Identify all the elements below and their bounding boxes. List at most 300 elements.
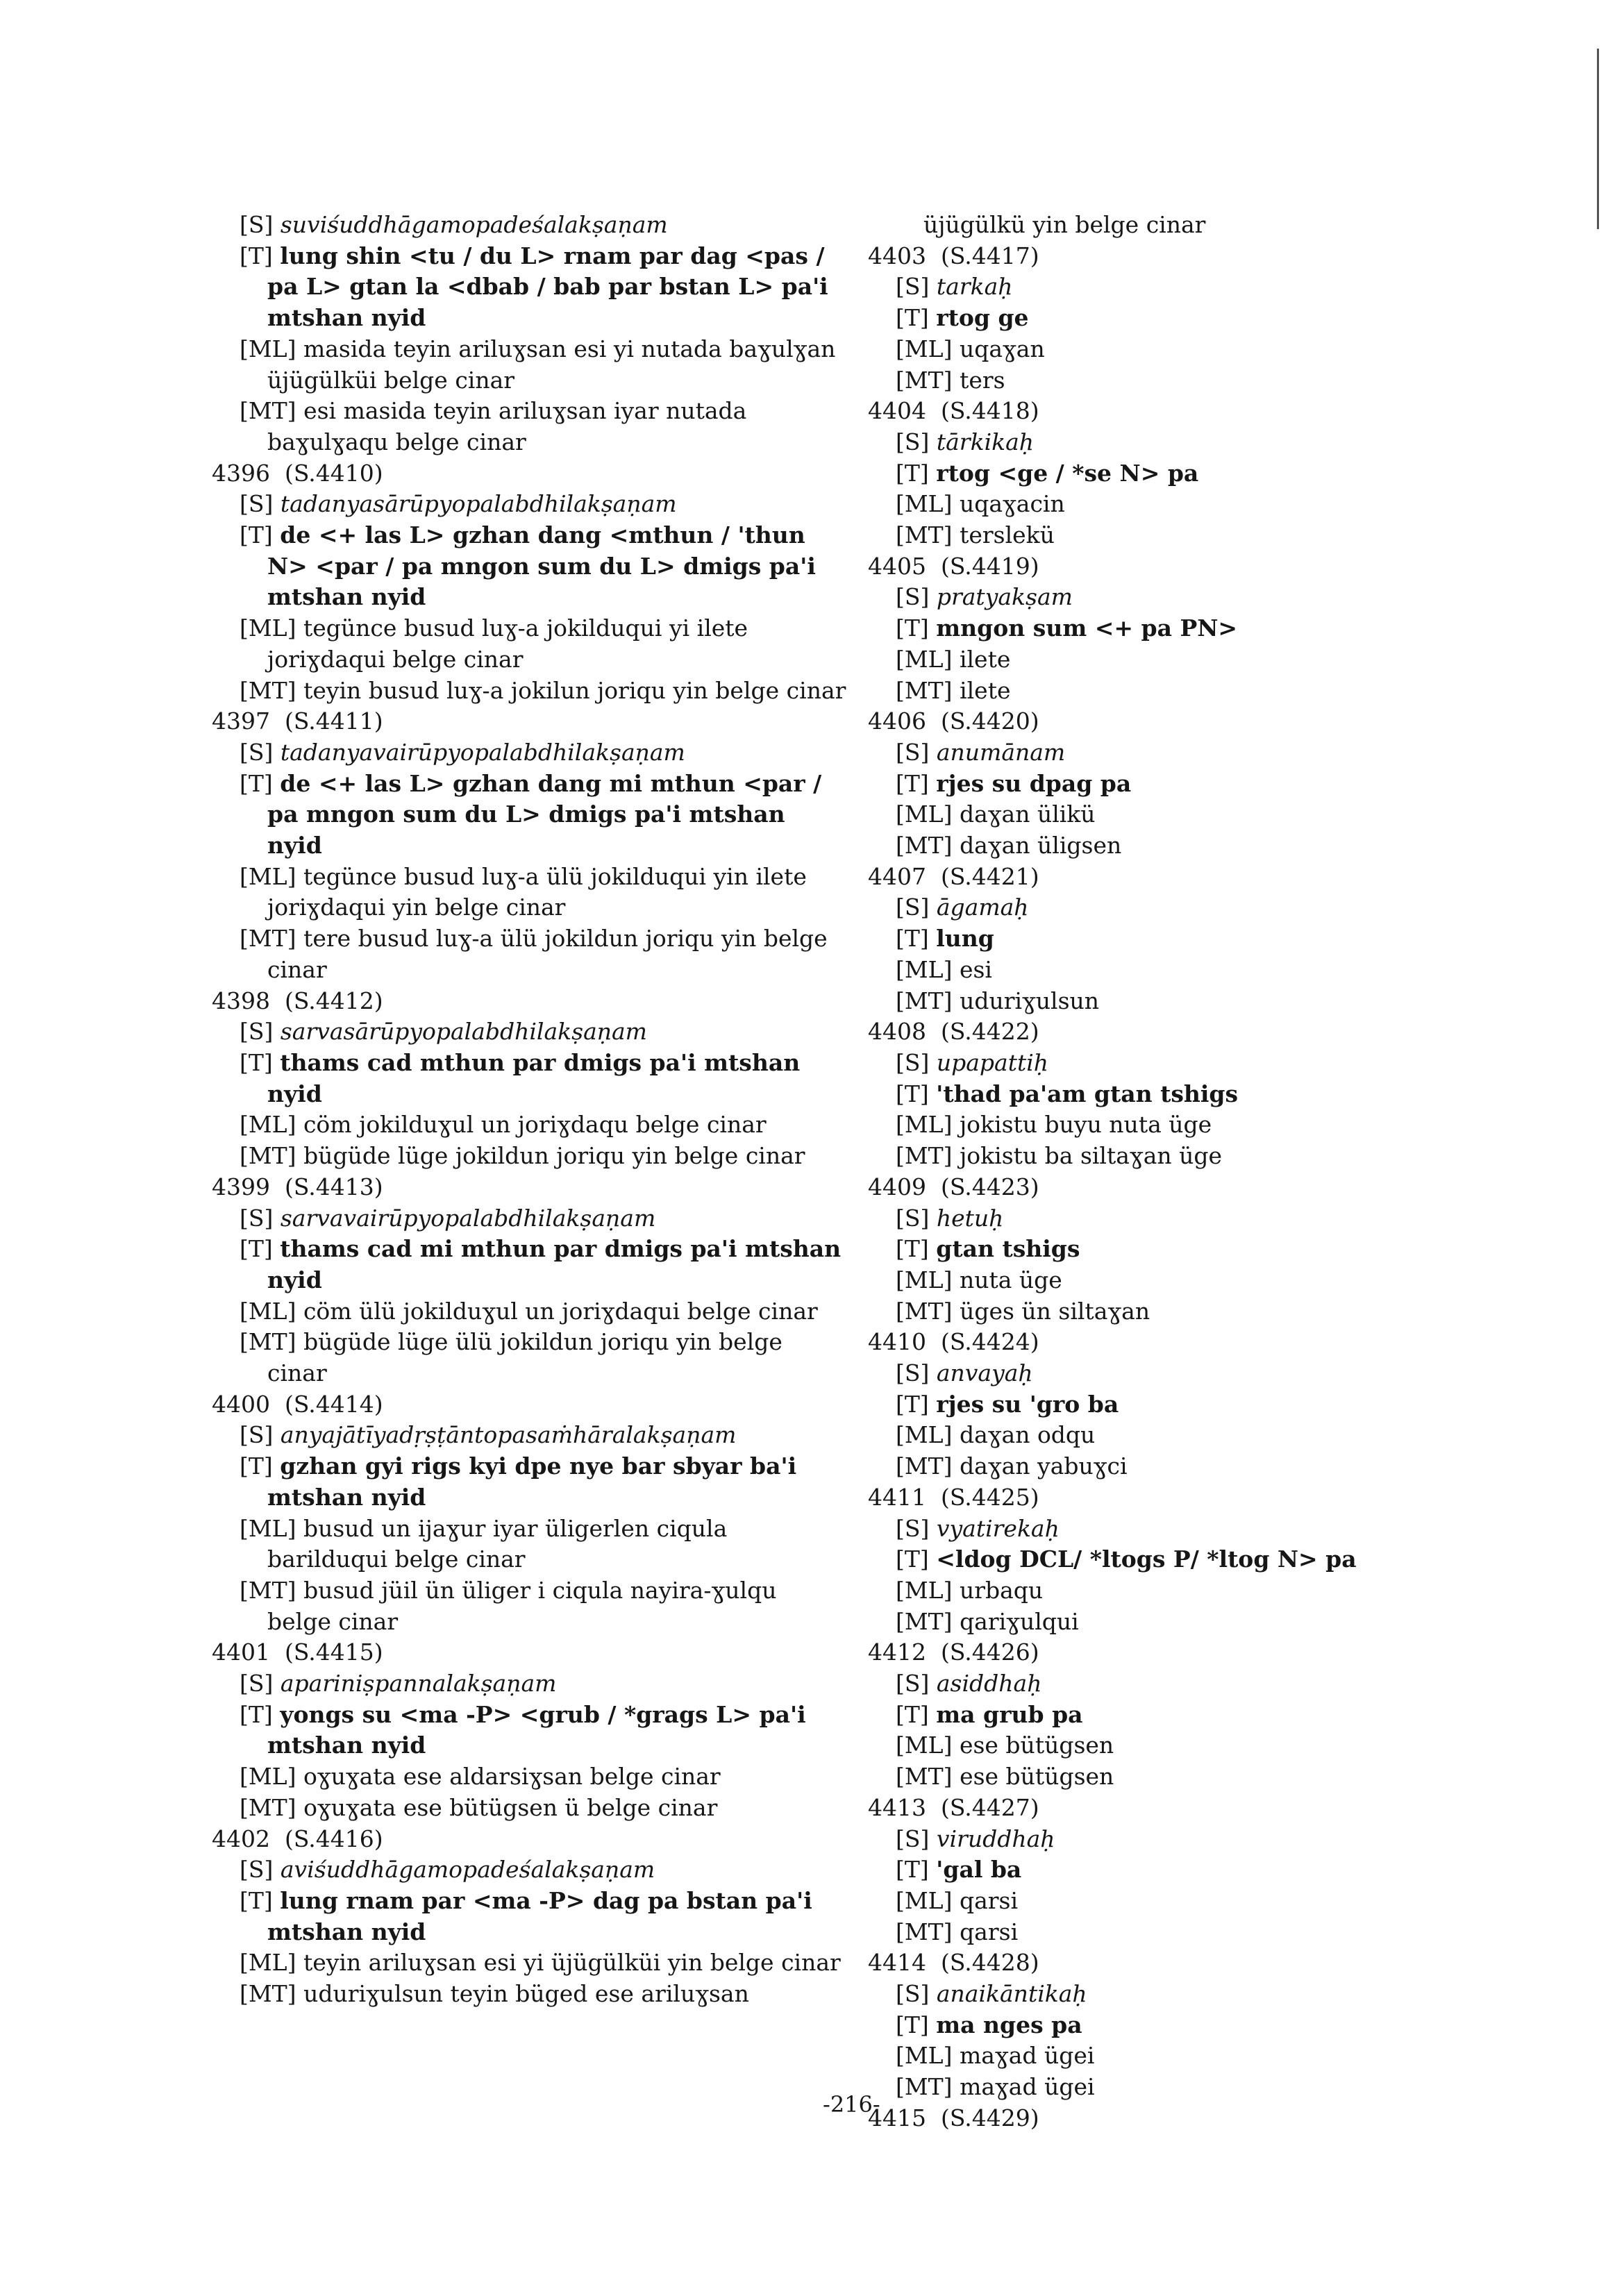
mongolian-term: esi xyxy=(959,955,992,983)
language-tag: [ML] xyxy=(896,1111,953,1139)
mongolian-term: cöm ülü jokilduɣul un joriɣdaqui belge cinar xyxy=(303,1297,818,1325)
dictionary-entry xyxy=(212,1637,847,1823)
entry-source-ref: (S.4419) xyxy=(940,552,1039,580)
entry-line xyxy=(868,1824,1590,1855)
tibetan-term: mngon sum <+ pa PN> xyxy=(936,614,1238,642)
dictionary-entry xyxy=(868,241,1590,396)
entry-line xyxy=(212,769,847,862)
dictionary-entry xyxy=(868,551,1590,707)
mongolian-term: ilete xyxy=(960,676,1011,704)
mongolian-term: qarsi xyxy=(959,1886,1019,1914)
entry-line xyxy=(212,1234,847,1296)
language-tag: [ML] xyxy=(896,490,953,518)
tibetan-term: gtan tshigs xyxy=(936,1235,1080,1263)
language-tag: [MT] xyxy=(896,366,953,394)
entry-line xyxy=(868,676,1590,707)
dictionary-entry xyxy=(212,1389,847,1638)
tibetan-term: lung xyxy=(936,925,994,953)
entry-line xyxy=(212,489,847,520)
language-tag: [T] xyxy=(240,1235,273,1263)
entry-number: 4411 xyxy=(868,1483,926,1511)
language-tag: [S] xyxy=(896,428,930,455)
entry-header xyxy=(868,396,1590,427)
tibetan-term: lung rnam par <ma -P> dag pa bstan pa'i mtshan nyid xyxy=(267,1886,812,1945)
entry-number: 4399 xyxy=(212,1173,270,1200)
language-tag: [ML] xyxy=(240,1949,296,1977)
entry-header xyxy=(868,1016,1590,1048)
entry-header xyxy=(868,1482,1590,1514)
dictionary-entry xyxy=(212,1824,847,2010)
mongolian-term: busud jüil ün üliger i ciqula nayira-ɣulqu belge cinar xyxy=(267,1576,777,1635)
entry-number: 4402 xyxy=(212,1825,270,1852)
language-tag: [T] xyxy=(240,769,273,797)
language-tag: [MT] xyxy=(896,676,953,704)
sanskrit-term: hetuḥ xyxy=(936,1204,1004,1232)
language-tag: [T] xyxy=(896,1700,929,1728)
entry-header xyxy=(212,1389,847,1421)
entry-number: 4413 xyxy=(868,1793,926,1821)
entry-number: 4401 xyxy=(212,1639,270,1666)
language-tag: [S] xyxy=(896,583,930,611)
mongolian-term: maɣad ügei xyxy=(959,2042,1095,2070)
mongolian-term: daɣan yabuɣci xyxy=(960,1452,1128,1480)
entry-source-ref: (S.4427) xyxy=(940,1793,1039,1821)
entry-line xyxy=(868,1265,1590,1296)
entry-line xyxy=(212,1203,847,1234)
language-tag: [ML] xyxy=(896,1886,953,1914)
mongolian-term: tegünce busud luɣ-a ülü jokilduqui yin ilete joriɣdaqui yin belge cinar xyxy=(267,862,807,921)
entry-line xyxy=(868,1700,1590,1731)
entry-header xyxy=(868,862,1590,893)
sanskrit-term: anyajātīyadṛṣṭāntopasaṁhāralakṣaṇam xyxy=(280,1421,737,1449)
entry-line xyxy=(868,520,1590,551)
dictionary-entry xyxy=(868,1327,1590,1482)
tibetan-term: 'thad pa'am gtan tshigs xyxy=(936,1080,1239,1107)
entry-line xyxy=(212,676,847,707)
language-tag: [S] xyxy=(896,894,930,921)
tibetan-term: lung shin <tu / du L> rnam par dag <pas / pa L> gtan la <dbab / bab par bstan L> pa'i mtshan nyid xyxy=(267,242,828,332)
dictionary-entry xyxy=(868,706,1590,862)
entry-line xyxy=(868,1389,1590,1421)
mongolian-term: ese bütügsen xyxy=(960,1763,1114,1791)
tibetan-term: rtog <ge / *se N> pa xyxy=(936,459,1199,487)
language-tag: [T] xyxy=(240,1700,273,1728)
entry-line xyxy=(212,1451,847,1513)
sanskrit-term: suviśuddhāgamopadeśalakṣaṇam xyxy=(280,211,668,238)
entry-line xyxy=(212,737,847,769)
entry-line xyxy=(212,1761,847,1793)
mongolian-term: tegünce busud luɣ-a jokilduqui yi ilete joriɣdaqui belge cinar xyxy=(267,614,748,673)
entry-line xyxy=(212,923,847,985)
sanskrit-term: vyatirekaḥ xyxy=(936,1514,1060,1542)
entry-source-ref: (S.4418) xyxy=(940,397,1039,425)
entry-header xyxy=(868,2103,1590,2134)
entry-line xyxy=(212,613,847,675)
entry-header xyxy=(212,986,847,1017)
mongolian-term: terslekü xyxy=(960,521,1055,549)
entry-header xyxy=(868,1793,1590,1824)
dictionary-entry xyxy=(868,1793,1590,1948)
entry-line xyxy=(212,1700,847,1761)
language-tag: [T] xyxy=(240,521,273,549)
language-tag: [S] xyxy=(240,1856,274,1884)
entry-line xyxy=(212,1141,847,1172)
entry-line xyxy=(212,334,847,396)
entry-line xyxy=(868,489,1590,520)
language-tag: [S] xyxy=(896,1825,930,1852)
entry-line xyxy=(212,1886,847,1947)
entry-number: 4398 xyxy=(212,987,270,1014)
entry-line xyxy=(212,396,847,458)
language-tag: [T] xyxy=(240,1452,273,1480)
tibetan-term: ma grub pa xyxy=(936,1700,1083,1728)
language-tag: [ML] xyxy=(896,1576,953,1604)
language-tag: [T] xyxy=(896,2011,929,2038)
entry-line xyxy=(868,986,1590,1017)
language-tag: [MT] xyxy=(896,987,953,1014)
entry-line xyxy=(868,1854,1590,1886)
entry-source-ref: (S.4428) xyxy=(940,1949,1039,1977)
entry-line xyxy=(868,1296,1590,1327)
language-tag: [T] xyxy=(896,925,929,953)
language-tag: [T] xyxy=(240,242,273,269)
sanskrit-term: sarvavairūpyopalabdhilakṣaṇam xyxy=(280,1204,656,1232)
entry-line xyxy=(868,1048,1590,1079)
language-tag: [MT] xyxy=(896,2073,953,2101)
sanskrit-term: tadanyasārūpyopalabdhilakṣaṇam xyxy=(280,490,677,518)
entry-line xyxy=(212,1420,847,1451)
language-tag: [S] xyxy=(240,490,274,518)
entry-number: 4396 xyxy=(212,459,270,487)
entry-header xyxy=(212,706,847,737)
language-tag: [ML] xyxy=(896,335,953,362)
mongolian-term: bügüde lüge jokildun joriqu yin belge cinar xyxy=(303,1142,805,1170)
entry-source-ref: (S.4423) xyxy=(940,1173,1039,1200)
dictionary-entry xyxy=(212,210,847,458)
mongolian-term: esi masida teyin ariluɣsan iyar nutada baɣulɣaqu belge cinar xyxy=(267,397,747,455)
sanskrit-term: anumānam xyxy=(936,738,1066,766)
sanskrit-term: tarkaḥ xyxy=(936,273,1013,301)
tibetan-term: rjes su 'gro ba xyxy=(936,1390,1119,1418)
language-tag: [ML] xyxy=(896,2042,953,2070)
entry-line xyxy=(868,1514,1590,1545)
language-tag: [MT] xyxy=(240,1793,296,1821)
language-tag: [S] xyxy=(896,273,930,301)
language-tag: [S] xyxy=(240,1421,274,1449)
mongolian-term: jokistu buyu nuta üge xyxy=(959,1111,1212,1139)
mongolian-term: oɣuɣata ese aldarsiɣsan belge cinar xyxy=(303,1763,721,1791)
tibetan-term: ma nges pa xyxy=(936,2011,1082,2038)
language-tag: [MT] xyxy=(896,832,953,860)
entry-line xyxy=(212,1048,847,1109)
sanskrit-term: viruddhaḥ xyxy=(936,1825,1055,1852)
mongolian-term: ters xyxy=(960,366,1005,394)
language-tag: [S] xyxy=(240,1018,274,1046)
entry-line xyxy=(868,582,1590,613)
tibetan-term: gzhan gyi rigs kyi dpe nye bar sbyar ba'i mtshan nyid xyxy=(267,1452,797,1511)
entry-line xyxy=(212,210,847,241)
entry-source-ref: (S.4421) xyxy=(940,862,1039,890)
sanskrit-term: aviśuddhāgamopadeśalakṣaṇam xyxy=(280,1856,655,1884)
entry-source-ref: (S.4429) xyxy=(940,2104,1039,2131)
entry-line xyxy=(868,830,1590,862)
language-tag: [MT] xyxy=(240,1328,296,1356)
tibetan-term: 'gal ba xyxy=(936,1856,1022,1884)
language-tag: [MT] xyxy=(896,1607,953,1635)
language-tag: [ML] xyxy=(240,1111,296,1139)
language-tag: [ML] xyxy=(896,1421,953,1449)
entry-line xyxy=(212,1109,847,1141)
language-tag: [MT] xyxy=(240,397,296,425)
entry-line xyxy=(212,1947,847,1979)
sanskrit-term: apariniṣpannalakṣaṇam xyxy=(280,1670,557,1698)
language-tag: [ML] xyxy=(240,1297,296,1325)
entry-line xyxy=(868,334,1590,365)
entry-source-ref: (S.4415) xyxy=(284,1639,383,1666)
entry-number: 4414 xyxy=(868,1949,926,1977)
mongolian-term: daɣan odqu xyxy=(959,1421,1096,1449)
mongolian-term: jokistu ba siltaɣan üge xyxy=(960,1142,1223,1170)
entry-header xyxy=(868,706,1590,737)
dictionary-entry xyxy=(868,1482,1590,1638)
sanskrit-term: anaikāntikaḥ xyxy=(936,1980,1087,2008)
mongolian-term: teyin ariluɣsan esi yi üjügülküi yin belge cinar xyxy=(303,1949,841,1977)
margin-rule xyxy=(1597,49,1599,229)
dictionary-entry xyxy=(868,396,1590,551)
entry-line xyxy=(868,1544,1590,1575)
language-tag: [MT] xyxy=(240,925,296,953)
mongolian-term: ilete xyxy=(959,645,1011,673)
language-tag: [MT] xyxy=(896,1297,953,1325)
dictionary-entry xyxy=(212,458,847,707)
entry-line xyxy=(868,1234,1590,1265)
dictionary-entry xyxy=(868,1637,1590,1793)
sanskrit-term: sarvasārūpyopalabdhilakṣaṇam xyxy=(280,1018,647,1046)
language-tag: [T] xyxy=(896,1080,929,1107)
entry-source-ref: (S.4413) xyxy=(284,1173,383,1200)
language-tag: [S] xyxy=(896,1359,930,1387)
entry-header xyxy=(868,1327,1590,1358)
language-tag: [S] xyxy=(896,1670,930,1698)
language-tag: [S] xyxy=(896,1514,930,1542)
entry-line xyxy=(212,1016,847,1048)
language-tag: [T] xyxy=(240,1886,273,1914)
entry-line xyxy=(868,1451,1590,1482)
entry-line xyxy=(868,458,1590,489)
language-tag: [T] xyxy=(896,1545,929,1573)
entry-source-ref: (S.4424) xyxy=(940,1328,1039,1356)
entry-line xyxy=(868,1607,1590,1638)
continuation-line: üjügülkü yin belge cinar xyxy=(923,211,1206,238)
entry-line xyxy=(868,1109,1590,1141)
entry-line xyxy=(868,271,1590,303)
dictionary-entry xyxy=(212,706,847,985)
entry-source-ref: (S.4417) xyxy=(940,242,1039,269)
entry-line xyxy=(868,303,1590,334)
mongolian-term: uduriɣulsun xyxy=(960,987,1100,1014)
entry-number: 4406 xyxy=(868,707,926,735)
entry-line xyxy=(868,737,1590,769)
entry-line xyxy=(868,769,1590,800)
sanskrit-term: āgamaḥ xyxy=(936,894,1029,921)
entry-source-ref: (S.4414) xyxy=(284,1390,383,1418)
entry-line xyxy=(868,1079,1590,1110)
entry-line xyxy=(868,644,1590,676)
language-tag: [T] xyxy=(896,1390,929,1418)
entry-header xyxy=(868,1637,1590,1668)
sanskrit-term: upapattiḥ xyxy=(936,1048,1049,1076)
entry-line xyxy=(212,1854,847,1886)
tibetan-term: yongs su <ma -P> <grub / *grags L> pa'i mtshan nyid xyxy=(267,1700,806,1759)
mongolian-term: qarsi xyxy=(960,1918,1019,1945)
tibetan-term: rjes su dpag pa xyxy=(936,769,1132,797)
entry-header xyxy=(212,1637,847,1668)
mongolian-term: bügüde lüge ülü jokildun joriqu yin belge cinar xyxy=(267,1328,782,1387)
mongolian-term: cöm jokilduɣul un joriɣdaqu belge cinar xyxy=(303,1111,767,1139)
language-tag: [T] xyxy=(896,1856,929,1884)
page-number: -216- xyxy=(823,2091,880,2118)
entry-line xyxy=(868,1203,1590,1234)
language-tag: [MT] xyxy=(896,1763,953,1791)
entry-source-ref: (S.4420) xyxy=(940,707,1039,735)
entry-line xyxy=(868,1420,1590,1451)
entry-source-ref: (S.4416) xyxy=(284,1825,383,1852)
language-tag: [S] xyxy=(896,1980,930,2008)
entry-number: 4397 xyxy=(212,707,270,735)
mongolian-term: uqaɣacin xyxy=(959,490,1065,518)
tibetan-term: thams cad mthun par dmigs pa'i mtshan nyid xyxy=(267,1048,801,1107)
entry-number: 4412 xyxy=(868,1639,926,1666)
entry-line xyxy=(212,1575,847,1637)
dictionary-entry xyxy=(868,1947,1590,2103)
dictionary-entry xyxy=(868,1172,1590,1327)
mongolian-term: busud un ijaɣur iyar üligerlen ciqula barilduqui belge cinar xyxy=(267,1514,728,1573)
language-tag: [T] xyxy=(896,459,929,487)
entry-number: 4407 xyxy=(868,862,926,890)
entry-header xyxy=(868,551,1590,583)
entry-line xyxy=(868,799,1590,830)
entry-header xyxy=(212,1172,847,1203)
right-column xyxy=(868,210,1590,2134)
entry-source-ref: (S.4422) xyxy=(940,1018,1039,1046)
language-tag: [ML] xyxy=(240,1763,296,1791)
entry-line xyxy=(212,520,847,613)
language-tag: [MT] xyxy=(896,1918,953,1945)
language-tag: [T] xyxy=(896,1235,929,1263)
entry-number: 4405 xyxy=(868,552,926,580)
entry-line xyxy=(868,1979,1590,2010)
language-tag: [ML] xyxy=(896,645,953,673)
language-tag: [S] xyxy=(240,1204,274,1232)
language-tag: [ML] xyxy=(240,862,296,890)
entry-line xyxy=(212,241,847,334)
entry-number: 4410 xyxy=(868,1328,926,1356)
language-tag: [T] xyxy=(240,1048,273,1076)
language-tag: [S] xyxy=(896,738,930,766)
mongolian-term: teyin busud luɣ-a jokilun joriqu yin belge cinar xyxy=(303,676,846,704)
mongolian-term: masida teyin ariluɣsan esi yi nutada baɣulɣan üjügülküi belge cinar xyxy=(267,335,836,394)
language-tag: [MT] xyxy=(240,1980,296,2008)
language-tag: [MT] xyxy=(896,521,953,549)
language-tag: [ML] xyxy=(240,1514,296,1542)
dictionary-entry xyxy=(212,1172,847,1389)
entry-line xyxy=(868,1886,1590,1917)
sanskrit-term: anvayaḥ xyxy=(936,1359,1033,1387)
language-tag: [ML] xyxy=(896,955,953,983)
entry-line xyxy=(868,2072,1590,2103)
entry-header xyxy=(868,1947,1590,1979)
entry-line xyxy=(212,1514,847,1575)
tibetan-term: rtog ge xyxy=(936,304,1029,332)
entry-source-ref: (S.4426) xyxy=(940,1639,1039,1666)
entry-line xyxy=(212,862,847,923)
entry-line xyxy=(868,1141,1590,1172)
mongolian-term: urbaqu xyxy=(959,1576,1044,1604)
language-tag: [MT] xyxy=(896,1142,953,1170)
entry-line xyxy=(868,1917,1590,1948)
language-tag: [MT] xyxy=(896,1452,953,1480)
sanskrit-term: pratyakṣam xyxy=(936,583,1073,611)
mongolian-term: oɣuɣata ese bütügsen ü belge cinar xyxy=(303,1793,718,1821)
mongolian-term: nuta üge xyxy=(959,1266,1062,1293)
left-column xyxy=(212,210,847,2010)
mongolian-term: daɣan ülikü xyxy=(959,801,1096,828)
mongolian-term: tere busud luɣ-a ülü jokildun joriqu yin belge cinar xyxy=(267,925,828,983)
mongolian-term: qariɣulqui xyxy=(960,1607,1079,1635)
sanskrit-term: tārkikaḥ xyxy=(936,428,1035,455)
sanskrit-term: tadanyavairūpyopalabdhilakṣaṇam xyxy=(280,738,685,766)
language-tag: [MT] xyxy=(240,676,296,704)
mongolian-term: maɣad ügei xyxy=(960,2073,1095,2101)
dictionary-entry xyxy=(868,2103,1590,2134)
language-tag: [T] xyxy=(896,304,929,332)
entry-source-ref: (S.4410) xyxy=(284,459,383,487)
language-tag: [MT] xyxy=(240,1142,296,1170)
entry-header xyxy=(868,1172,1590,1203)
entry-line xyxy=(868,2041,1590,2072)
entry-line xyxy=(212,1979,847,2010)
entry-line xyxy=(212,1668,847,1700)
entry-line xyxy=(868,892,1590,923)
entry-line xyxy=(868,1730,1590,1761)
language-tag: [S] xyxy=(240,211,274,238)
entry-line xyxy=(212,1296,847,1327)
mongolian-term: üges ün siltaɣan xyxy=(960,1297,1150,1325)
entry-number: 4403 xyxy=(868,242,926,269)
entry-line xyxy=(868,613,1590,644)
entry-header xyxy=(212,458,847,489)
dictionary-entry xyxy=(868,862,1590,1017)
entry-number: 4408 xyxy=(868,1018,926,1046)
language-tag: [ML] xyxy=(240,614,296,642)
language-tag: [S] xyxy=(896,1204,930,1232)
tibetan-term: de <+ las L> gzhan dang mi mthun <par / pa mngon sum du L> dmigs pa'i mtshan nyid xyxy=(267,769,822,860)
entry-source-ref: (S.4411) xyxy=(284,707,383,735)
entry-header xyxy=(868,241,1590,272)
tibetan-term: <ldog DCL/ *ltogs P/ *ltog N> pa xyxy=(936,1545,1357,1573)
entry-line xyxy=(868,955,1590,986)
dictionary-entry xyxy=(212,986,847,1172)
language-tag: [S] xyxy=(896,1048,930,1076)
dictionary-entry xyxy=(868,1016,1590,1172)
language-tag: [ML] xyxy=(896,1266,953,1293)
language-tag: [T] xyxy=(896,614,929,642)
entry-line xyxy=(868,2010,1590,2041)
entry-number: 4400 xyxy=(212,1390,270,1418)
entry-line xyxy=(868,1668,1590,1700)
mongolian-term: ese bütügsen xyxy=(959,1732,1114,1759)
entry-line xyxy=(868,1761,1590,1793)
